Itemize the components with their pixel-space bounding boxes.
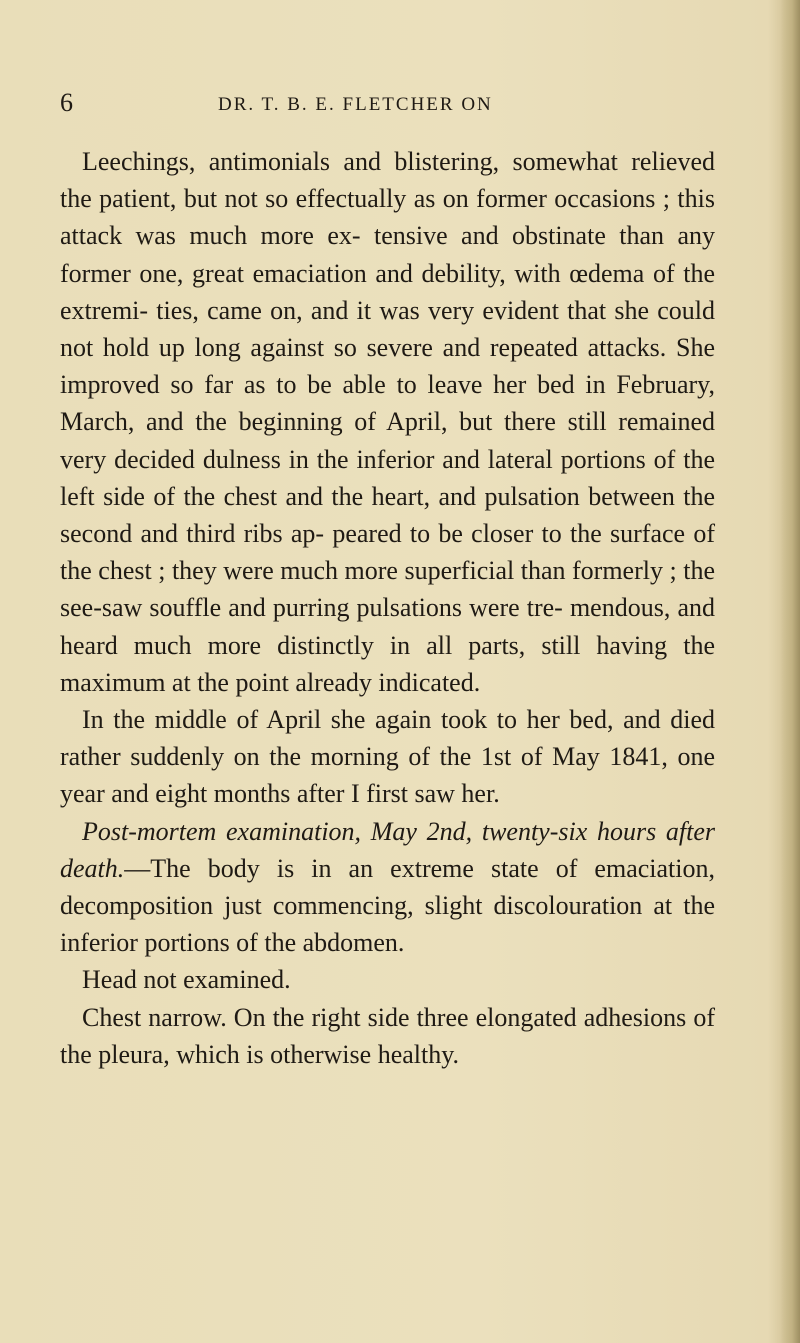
paragraph-2: In the middle of April she again took to her bed, and died rather suddenly on the morning of the 1st of May 1841, one year and eight months after I first saw her.: [60, 705, 715, 809]
page-header: [0, 88, 800, 128]
page-edge-shadow: [780, 0, 800, 1343]
body-text: [60, 143, 715, 1073]
paragraph-4: Head not examined.: [82, 965, 291, 995]
paragraph-5: Chest narrow. On the right side three elongated adhesions of the pleura, which is otherwise healthy.: [60, 1002, 715, 1069]
running-head: DR. T. B. E. FLETCHER ON: [218, 94, 493, 115]
page-number: 6: [60, 88, 73, 117]
post-mortem-heading: Post-mortem examination, May 2nd, twenty-six hours after death.: [60, 816, 715, 883]
paragraph-3: [60, 813, 715, 962]
paragraph-1: Leechings, antimonials and blistering, somewhat relieved the patient, but not so effectually as on former occasions ; this attack was much more ex- tensive and obstinate than any former one, great emaciation and debility, with œdema of the extremi- ties, came on, and it was very evident that she could not hold up long against so severe and repeated attacks. She improved so far as to be able to leave her bed in February, March, and the beginning of April, but there still remained very decided dulness in the inferior and lateral portions of the left side of the chest and the heart, and pulsation between the second and third ribs ap- peared to be closer to the surface of the chest ; they were much more superficial than formerly ; the see-saw souffle and purring pulsations were tre- mendous, and heard much more distinctly in all parts, still having the maximum at the point already indicated.: [60, 147, 715, 697]
post-mortem-text: —The body is in an extreme state of emaciation, decomposition just commencing, slight discolouration at the inferior portions of the abdomen.: [60, 853, 715, 958]
